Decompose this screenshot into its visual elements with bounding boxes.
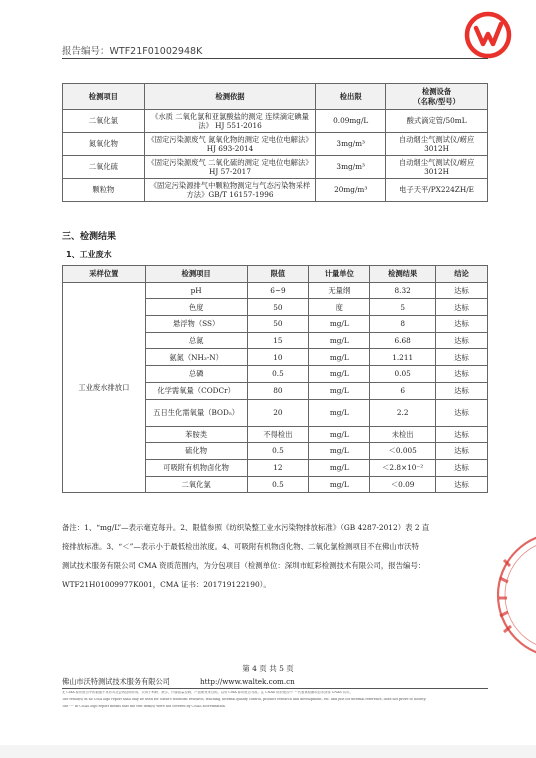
methods-header-limit: 检出限 xyxy=(316,84,386,110)
table-cell: mg/L xyxy=(309,349,370,366)
footer-company: 佛山市沃特测试技术服务有限公司 xyxy=(62,677,170,686)
table-cell: mg/L xyxy=(309,399,370,426)
table-cell: 50 xyxy=(247,316,309,333)
table-cell: 15 xyxy=(247,332,309,349)
table-cell: 达标 xyxy=(436,382,488,399)
table-cell: 《水质 二氧化氯和亚氯酸盐的测定 连续滴定碘量法》 HJ 551-2016 xyxy=(144,110,316,133)
table-cell: 五日生化需氧量（BOD₅） xyxy=(145,399,247,426)
table-cell: 达标 xyxy=(436,459,488,476)
table-row xyxy=(63,282,488,299)
table-cell: 悬浮物（SS） xyxy=(145,316,247,333)
table-row xyxy=(63,110,488,133)
notes-line: 备注：1、“mg/L”—表示毫克每升。2、限值参照《纺织染整工业水污染物排放标准》（GB 4287-2012）表 2 直 xyxy=(62,523,430,532)
notes-line: 测试技术服务有限公司 CMA 资质范围内，为分包项目（检测单位：深圳市虹彩检测技术有限公司，报告编号： xyxy=(62,561,426,570)
table-cell: 20 xyxy=(247,399,309,426)
section-title: 三、检测结果 xyxy=(62,232,117,242)
methods-table xyxy=(62,83,488,202)
table-cell: 5 xyxy=(370,299,436,316)
table-cell: 50 xyxy=(247,299,309,316)
footer-website: http://www.waltek.com.cn xyxy=(200,677,295,686)
table-cell: 8 xyxy=(370,316,436,333)
table-cell: 二氧化氯 xyxy=(63,110,145,133)
table-cell: 6 xyxy=(370,382,436,399)
table-cell: 达标 xyxy=(436,476,488,493)
results-header-conclusion: 结论 xyxy=(436,266,488,283)
sampling-location: 工业废水排放口 xyxy=(63,282,146,493)
table-row xyxy=(63,156,488,179)
methods-header-basis: 检测依据 xyxy=(144,84,316,110)
page-number: 第 4 页 共 5 页 xyxy=(242,664,294,673)
notes xyxy=(62,518,490,594)
results-header-unit: 计量单位 xyxy=(309,266,370,283)
report-number: 报告编号：WTF21F01002948K xyxy=(62,46,203,57)
methods-header-row xyxy=(63,84,488,110)
table-cell: 《固定污染源排气中颗粒物测定与气态污染物采样方法》GB/T 16157-1996 xyxy=(144,179,316,202)
table-cell: mg/L xyxy=(309,316,370,333)
table-cell: 6.68 xyxy=(370,332,436,349)
table-cell: 0.5 xyxy=(247,366,309,383)
notes-line: WTF21H01009977K001，CMA 证书：201719122190）。 xyxy=(62,580,271,589)
table-cell: 不得检出 xyxy=(247,426,309,443)
table-cell: 《固定污染源废气 二氧化硫的测定 定电位电解法》 HJ 57-2017 xyxy=(144,156,316,179)
table-cell: 未检出 xyxy=(370,426,436,443)
seal-stamp-icon xyxy=(490,520,536,670)
table-cell: 80 xyxy=(247,382,309,399)
results-table xyxy=(62,265,488,493)
table-cell: 达标 xyxy=(436,349,488,366)
table-cell: 20mg/m³ xyxy=(316,179,386,202)
table-cell: mg/L xyxy=(309,443,370,460)
table-cell: 氮氧化物 xyxy=(63,133,145,156)
table-cell: 可吸附有机物卤化物 xyxy=(145,459,247,476)
table-cell: mg/L xyxy=(309,332,370,349)
results-header-result: 检测结果 xyxy=(370,266,436,283)
table-cell: mg/L xyxy=(309,459,370,476)
table-cell: mg/L xyxy=(309,382,370,399)
header-rule xyxy=(62,58,488,59)
page-bottom-edge xyxy=(0,745,536,758)
table-cell: 达标 xyxy=(436,366,488,383)
table-cell: 度 xyxy=(309,299,370,316)
table-cell: 《固定污染源废气 氮氧化物的测定 定电位电解法》HJ 693-2014 xyxy=(144,133,316,156)
table-cell: 达标 xyxy=(436,426,488,443)
table-cell: 二氧化氯 xyxy=(145,476,247,493)
table-cell: 苯胺类 xyxy=(145,426,247,443)
subsection-title: 1、工业废水 xyxy=(66,250,112,259)
table-cell: 氨氮（NH₃-N） xyxy=(145,349,247,366)
results-header-limit: 限值 xyxy=(247,266,309,283)
table-cell: 达标 xyxy=(436,399,488,426)
table-cell: mg/L xyxy=(309,426,370,443)
table-cell: ＜0.005 xyxy=(370,443,436,460)
table-cell: 2.2 xyxy=(370,399,436,426)
table-cell: 达标 xyxy=(436,316,488,333)
table-cell: 自动烟尘气测试仪/崂应 3012H xyxy=(386,133,488,156)
results-header-item: 检测项目 xyxy=(145,266,247,283)
table-cell: 达标 xyxy=(436,443,488,460)
table-cell: 3mg/m³ xyxy=(316,133,386,156)
table-cell: 无量纲 xyxy=(309,282,370,299)
notes-line: 接排放标准。3、“＜”—表示小于最低检出浓度。4、可吸附有机物卤化物、二氧化氯检测项目不在佛山市沃特 xyxy=(62,542,419,551)
methods-header-equipment: 检测设备 （名称/型号） xyxy=(386,84,488,110)
results-header-location: 采样位置 xyxy=(63,266,146,283)
table-row xyxy=(63,179,488,202)
table-cell: mg/L xyxy=(309,366,370,383)
table-cell: 达标 xyxy=(436,332,488,349)
table-cell: 0.5 xyxy=(247,476,309,493)
table-cell: 0.5 xyxy=(247,443,309,460)
table-cell: 10 xyxy=(247,349,309,366)
methods-header-item: 检测项目 xyxy=(63,84,145,110)
table-cell: 酸式滴定管/50mL xyxy=(386,110,488,133)
table-cell: 色度 xyxy=(145,299,247,316)
table-cell: 6~9 xyxy=(247,282,309,299)
table-cell: 8.32 xyxy=(370,282,436,299)
table-cell: 达标 xyxy=(436,282,488,299)
table-cell: pH xyxy=(145,282,247,299)
table-cell: 化学需氧量（CODCr） xyxy=(145,382,247,399)
results-header-row xyxy=(63,266,488,283)
table-cell: 颗粒物 xyxy=(63,179,145,202)
table-cell: 1.211 xyxy=(370,349,436,366)
table-cell: 0.09mg/L xyxy=(316,110,386,133)
table-cell: 3mg/m³ xyxy=(316,156,386,179)
table-row xyxy=(63,133,488,156)
table-cell: 达标 xyxy=(436,299,488,316)
footer-rule xyxy=(62,688,488,689)
footer-cnas-note: The "*" in CNAS logo report means that the test item(s) were not covered by CNAS accreditation. xyxy=(62,705,226,708)
table-cell: 12 xyxy=(247,459,309,476)
table-cell: 总磷 xyxy=(145,366,247,383)
table-cell: 硫化物 xyxy=(145,443,247,460)
table-cell: 0.05 xyxy=(370,366,436,383)
table-cell: ＜2.8×10⁻² xyxy=(370,459,436,476)
table-cell: ＜0.09 xyxy=(370,476,436,493)
table-cell: 电子天平/PX224ZH/E xyxy=(386,179,488,202)
table-cell: 二氧化硫 xyxy=(63,156,145,179)
footer-disclaimer-cn: 无 CMA 标识报告中的数据不具有对社会的证明作用，仅用于科研、教学、内部质量控制、产品研发等目的。以有 CMA 标识报告为准。注 CNAS 标识报告中“*”代表该检测项目未获得 CNAS 认可。 xyxy=(62,691,353,694)
company-logo-icon xyxy=(463,10,513,60)
table-cell: 总氮 xyxy=(145,332,247,349)
footer-disclaimer-en: The result(s) in no CMA logo report shall only be used for client's scientific research, teaching, internal quality control, product research and development, etc. and just for internal reference, does not prove to society. xyxy=(62,698,427,701)
table-cell: mg/L xyxy=(309,476,370,493)
table-cell: 自动烟尘气测试仪/崂应 3012H xyxy=(386,156,488,179)
